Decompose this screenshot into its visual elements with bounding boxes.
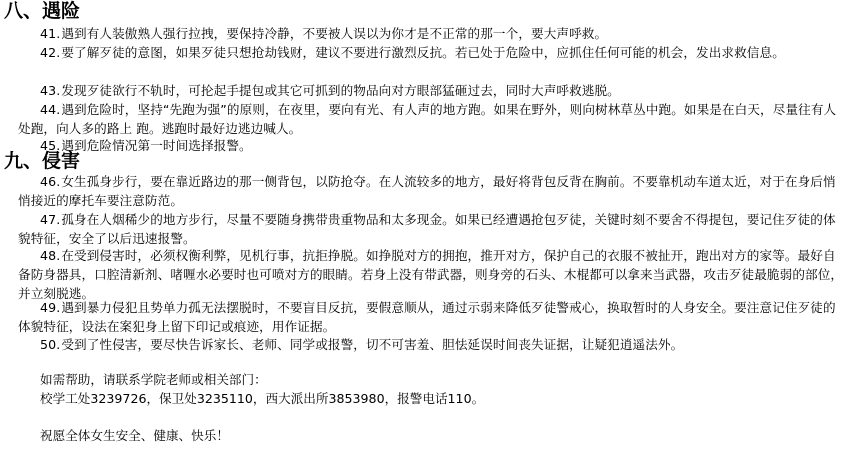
item-number: 44.: [40, 102, 61, 117]
list-item: [18, 298, 844, 336]
list-item: [18, 81, 844, 100]
item-text: 遇到暴力侵犯且势单力孤无法摆脱时，不要盲目反抗，要假意顺从，通过示弱来降低歹徒警戒心，换取暂时的人身安全。要注意记住歹徒的体貌特征，设法在案犯身上留下印记或痕迹，用作证据。: [18, 300, 836, 334]
item-number: 49.: [40, 300, 61, 315]
list-item: [18, 210, 844, 248]
item-text: 女生孤身步行，要在靠近路边的那一侧背包，以防抢夺。在人流较多的地方，最好将背包反背在胸前。不要靠机动车道太近，对于在身后悄悄接近的摩托车要注意防范。: [18, 174, 836, 208]
list-item: [18, 246, 844, 303]
item-text: 遇到有人装傲熟人强行拉拽，要保持冷静，不要被人误以为你才是不正常的那一个，要大声呼救。: [61, 26, 608, 41]
list-item: [18, 43, 844, 62]
item-number: 41.: [40, 26, 61, 41]
item-number: 46.: [40, 174, 61, 189]
item-text: 在受到侵害时，必须权衡利弊，见机行事，抗拒挣脱。如挣脱对方的拥抱，推开对方，保护自己的衣服不被扯开，跑出对方的家等。最好自备防身器具，口腔清新剂、啫喱水必要时也可喷对方的眼睛。若身上没有带武器，则身旁的石头、木棍都可以拿来当武器，攻击歹徒最脆弱的部位，并立刻脱逃。: [18, 248, 844, 301]
item-number: 42.: [40, 45, 61, 60]
item-text: 受到了性侵害，要尽快告诉家长、老师、同学或报警，切不可害羞、胆怯延误时间丧失证据，让疑犯逍遥法外。: [61, 337, 684, 352]
list-item: [18, 24, 844, 43]
item-text: 遇到危险情况第一时间选择报警。: [61, 138, 252, 153]
section-9-heading: 九、侵害: [4, 150, 81, 172]
contact-intro: 如需帮助，请联系学院老师或相关部门：: [40, 372, 267, 387]
list-item: [18, 335, 844, 354]
item-number: 50.: [40, 337, 61, 352]
item-number: 48.: [40, 248, 61, 263]
section-8-heading: 八、遇险: [4, 0, 81, 22]
contact-phones: 校学工处3239726，保卫处3235110，西大派出所3853980，报警电话110。: [40, 391, 485, 406]
list-item: [18, 172, 844, 210]
item-number: 45.: [40, 138, 61, 153]
list-item: [18, 136, 844, 155]
item-text: 要了解歹徒的意图，如果歹徒只想抢劫钱财，建议不要进行激烈反抗。若已处于危险中，应抓住任何可能的机会，发出求救信息。: [61, 45, 785, 60]
item-text: 遇到危险时，坚持“先跑为强”的原则，在夜里，要向有光、有人声的地方跑。如果在野外，则向树林草丛中跑。如果是在白天，尽量往有人处跑，向人多的路上 跑。逃跑时最好边逃边喊人。: [18, 102, 837, 136]
item-number: 47.: [40, 212, 61, 227]
item-text: 孤身在人烟稀少的地方步行，尽量不要随身携带贵重物品和太多现金。如果已经遭遇抢包歹徒，关键时刻不要舍不得提包，要记住歹徒的体貌特征，安全了以后迅速报警。: [18, 212, 836, 246]
closing-wish: 祝愿全体女生安全、健康、快乐！: [40, 428, 229, 443]
item-text: 发现歹徒欲行不轨时，可抡起手提包或其它可抓到的物品向对方眼部猛砸过去，同时大声呼救逃脱。: [61, 83, 620, 98]
item-number: 43.: [40, 83, 61, 98]
list-item: [18, 100, 844, 138]
